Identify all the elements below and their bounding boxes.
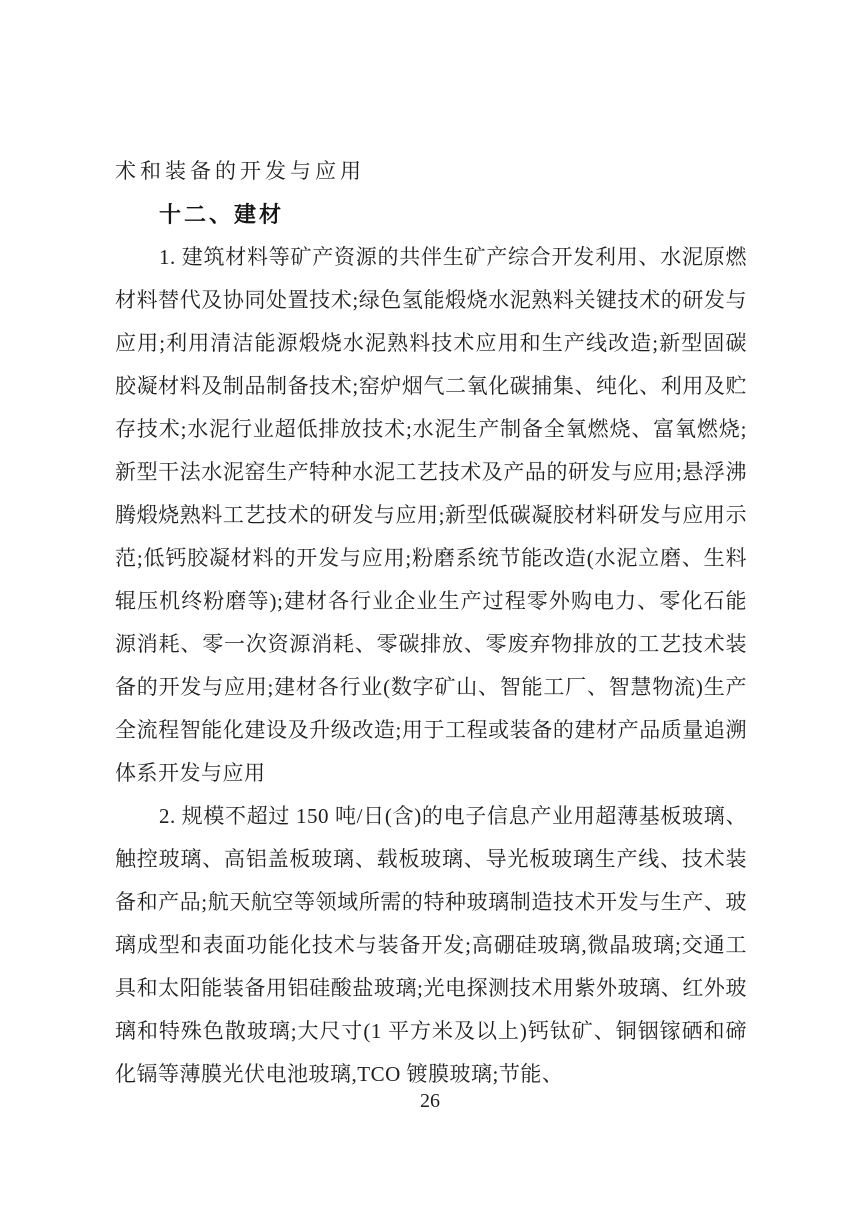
- paragraph-item-2: 2. 规模不超过 150 吨/日(含)的电子信息产业用超薄基板玻璃、触控玻璃、高铝盖板玻璃、载板玻璃、导光板玻璃生产线、技术装备和产品;航天航空等领域所需的特种玻璃制造技术开发与生产、玻璃成型和表面功能化技术与装备开发;高硼硅玻璃,微晶玻璃;交通工具和太阳能装备用铝硅酸盐玻璃;光电探测技术用紫外玻璃、红外玻璃和特殊色散玻璃;大尺寸(1 平方米及以上)钙钛矿、铜铟镓硒和碲化镉等薄膜光伏电池玻璃,TCO 镀膜玻璃;节能、: [115, 804, 747, 1086]
- carryover-paragraph-line: 术和装备的开发与应用: [115, 159, 365, 183]
- section-heading: 十二、建材: [159, 202, 285, 227]
- page-content: [115, 150, 747, 1096]
- page-number: 26: [420, 1090, 440, 1112]
- paragraph-item-1: 1. 建筑材料等矿产资源的共伴生矿产综合开发利用、水泥原燃材料替代及协同处置技术;绿色氢能煅烧水泥熟料关键技术的研发与应用;利用清洁能源煅烧水泥熟料技术应用和生产线改造;新型固碳胶凝材料及制品制备技术;窑炉烟气二氧化碳捕集、纯化、利用及贮存技术;水泥行业超低排放技术;水泥生产制备全氧燃烧、富氧燃烧;新型干法水泥窑生产特种水泥工艺技术及产品的研发与应用;悬浮沸腾煅烧熟料工艺技术的研发与应用;新型低碳凝胶材料研发与应用示范;低钙胶凝材料的开发与应用;粉磨系统节能改造(水泥立磨、生料辊压机终粉磨等);建材各行业企业生产过程零外购电力、零化石能源消耗、零一次资源消耗、零碳排放、零废弃物排放的工艺技术装备的开发与应用;建材各行业(数字矿山、智能工厂、智慧物流)生产全流程智能化建设及升级改造;用于工程或装备的建材产品质量追溯体系开发与应用: [115, 245, 747, 785]
